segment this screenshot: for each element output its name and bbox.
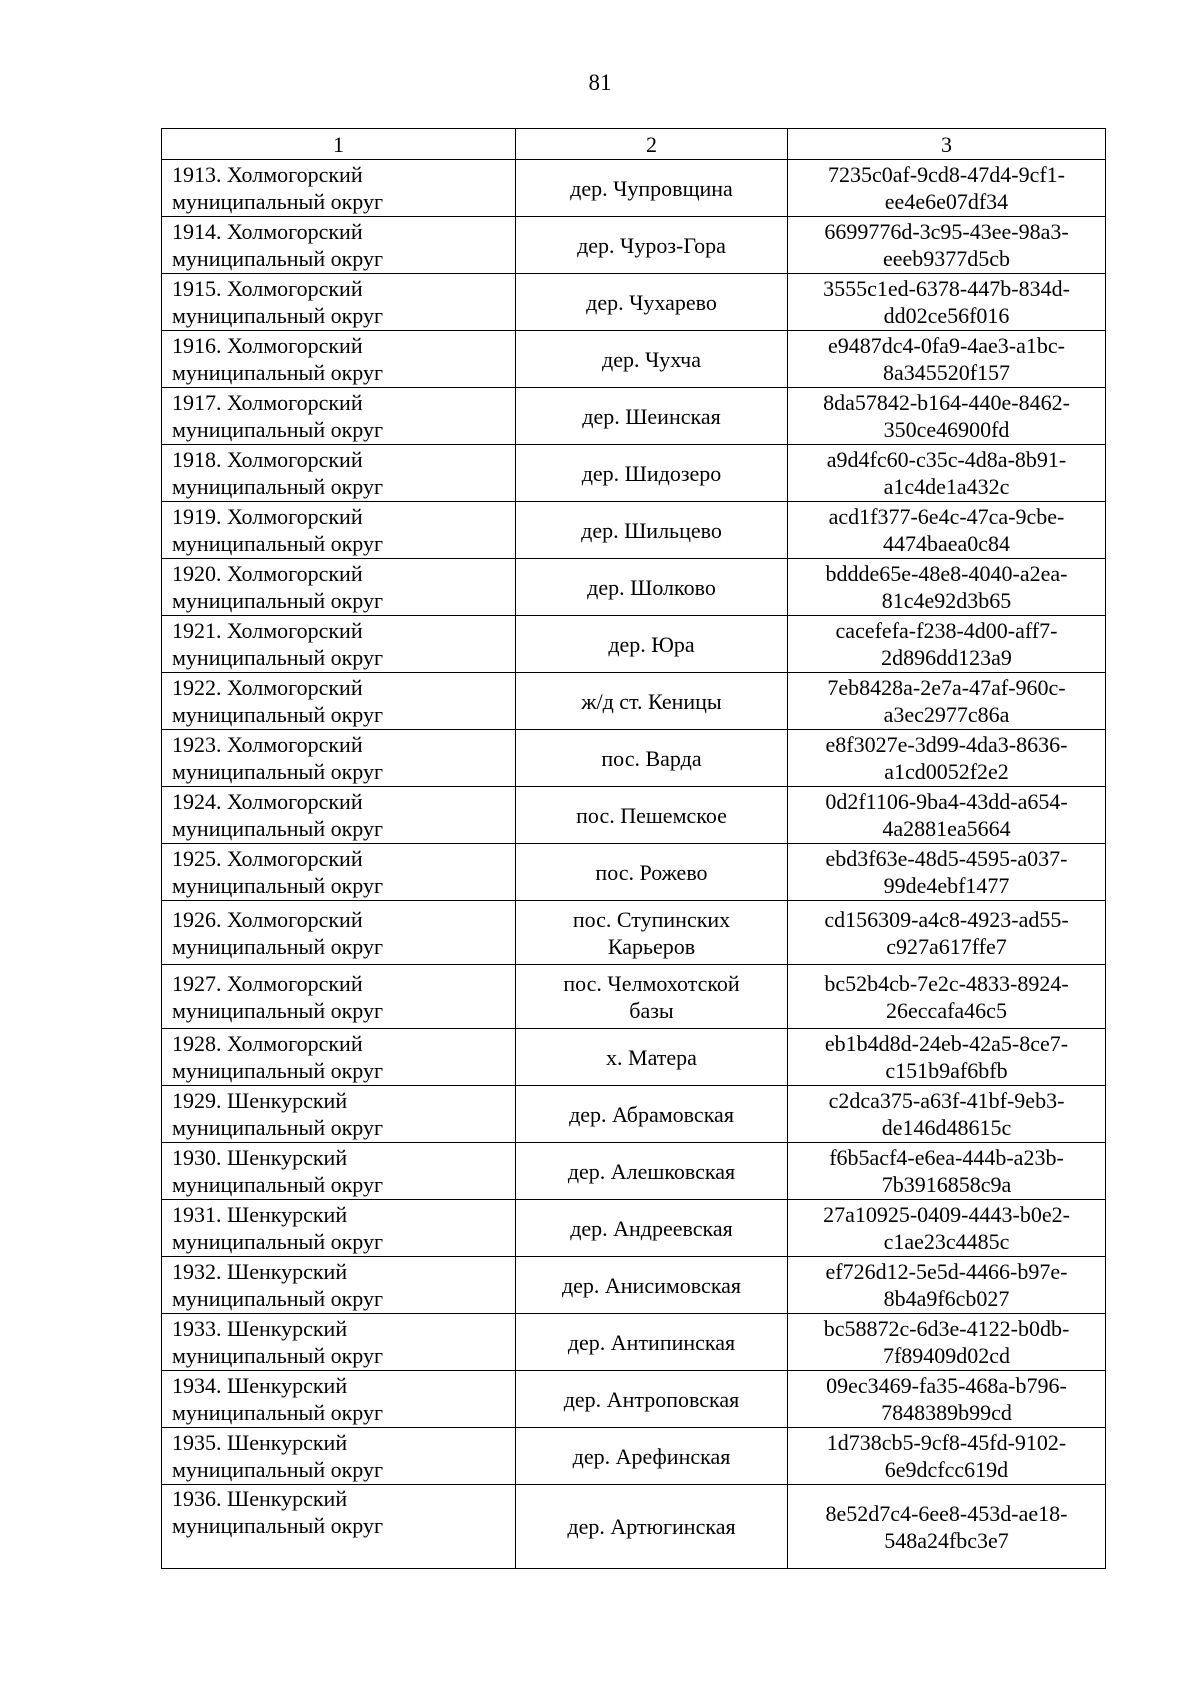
locality-guid-table: [161, 128, 1106, 1569]
locality-cell: [516, 1485, 788, 1569]
district-cell: [162, 730, 516, 787]
guid-line: 81c4e92d3b65: [881, 588, 1012, 613]
table-row: [162, 844, 1106, 901]
guid-cell: [788, 445, 1106, 502]
guid-line: 8a345520f157: [882, 360, 1011, 385]
locality-name-line: дер. Юра: [608, 631, 695, 657]
district-number-name: 1919. Холмогорский: [172, 504, 363, 529]
locality-name-line: дер. Чуроз-Гора: [577, 232, 726, 258]
locality-cell: [516, 559, 788, 616]
locality-cell: [516, 901, 788, 965]
guid-line: de146d48615c: [881, 1115, 1012, 1140]
locality-cell: [516, 673, 788, 730]
guid-cell: [788, 388, 1106, 445]
guid-line: 99de4ebf1477: [883, 873, 1010, 898]
table-row: [162, 965, 1106, 1029]
district-cell: [162, 1257, 516, 1314]
guid-line: ebd3f63e-48d5-4595-a037-: [825, 846, 1068, 871]
guid-line: ef726d12-5e5d-4466-b97e-: [825, 1259, 1068, 1284]
guid-line: 27a10925-0409-4443-b0e2-: [823, 1202, 1070, 1227]
locality-cell: [516, 1200, 788, 1257]
district-cell: [162, 965, 516, 1029]
guid-line: 26eccafa46c5: [886, 997, 1007, 1023]
guid-line: bc52b4cb-7e2c-4833-8924-: [824, 970, 1069, 996]
locality-name-line: х. Матера: [606, 1044, 697, 1070]
district-number-name: 1921. Холмогорский: [172, 618, 363, 643]
table-row: [162, 445, 1106, 502]
locality-name-line: дер. Арефинская: [572, 1443, 731, 1469]
guid-line: 4474baea0c84: [882, 531, 1011, 556]
locality-cell: [516, 331, 788, 388]
table-row: [162, 502, 1106, 559]
guid-line: 7848389b99cd: [881, 1400, 1012, 1425]
district-number-name: 1922. Холмогорский: [172, 675, 363, 700]
district-number-name: 1924. Холмогорский: [172, 789, 363, 814]
district-number-name: 1930. Шенкурский: [172, 1145, 348, 1170]
district-type: муниципальный округ: [172, 1286, 384, 1311]
district-cell: [162, 217, 516, 274]
guid-line: 7b3916858c9a: [881, 1172, 1012, 1197]
district-cell: [162, 1314, 516, 1371]
district-type: муниципальный округ: [172, 1115, 384, 1140]
guid-line: e8f3027e-3d99-4da3-8636-: [825, 732, 1068, 757]
district-cell: [162, 1371, 516, 1428]
district-cell: [162, 1143, 516, 1200]
district-type: муниципальный округ: [172, 933, 384, 959]
table-row: [162, 673, 1106, 730]
table-row: [162, 217, 1106, 274]
locality-name-line: дер. Андреевская: [570, 1215, 733, 1241]
district-number-name: 1936. Шенкурский: [172, 1486, 348, 1511]
locality-name-line: дер. Антипинская: [567, 1329, 736, 1355]
page-number: 81: [588, 70, 612, 95]
guid-cell: [788, 217, 1106, 274]
table-row: [162, 1485, 1106, 1569]
district-number-name: 1933. Шенкурский: [172, 1316, 348, 1341]
guid-cell: [788, 1257, 1106, 1314]
locality-cell: [516, 1086, 788, 1143]
district-type: муниципальный округ: [172, 759, 384, 784]
locality-cell: [516, 1371, 788, 1428]
table-row: [162, 730, 1106, 787]
guid-cell: [788, 502, 1106, 559]
guid-line: 548a24fbc3e7: [884, 1527, 1009, 1553]
guid-line: eb1b4d8d-24eb-42a5-8ce7-: [824, 1031, 1069, 1056]
district-number-name: 1914. Холмогорский: [172, 219, 363, 244]
locality-name-line: дер. Шильцево: [581, 517, 722, 543]
guid-cell: [788, 1485, 1106, 1569]
district-number-name: 1915. Холмогорский: [172, 276, 363, 301]
district-cell: [162, 673, 516, 730]
district-number-name: 1917. Холмогорский: [172, 390, 363, 415]
district-cell: [162, 1428, 516, 1485]
district-type: муниципальный округ: [172, 360, 384, 385]
guid-line: c151b9af6bfb: [885, 1058, 1008, 1083]
table-row: [162, 274, 1106, 331]
locality-cell: [516, 445, 788, 502]
district-type: муниципальный округ: [172, 588, 384, 613]
locality-name-line: пос. Варда: [601, 745, 702, 771]
district-type: муниципальный округ: [172, 1343, 384, 1368]
guid-line: 6e9dcfcc619d: [884, 1457, 1009, 1482]
guid-cell: [788, 787, 1106, 844]
guid-line: c927a617ffe7: [886, 933, 1007, 959]
guid-line: f6b5acf4-e6ea-444b-a23b-: [829, 1145, 1064, 1170]
district-type: муниципальный округ: [172, 1513, 384, 1538]
guid-line: cd156309-a4c8-4923-ad55-: [824, 906, 1069, 932]
district-cell: [162, 445, 516, 502]
table-row: [162, 1257, 1106, 1314]
district-cell: [162, 787, 516, 844]
district-cell: [162, 616, 516, 673]
guid-cell: [788, 160, 1106, 217]
table-row: [162, 160, 1106, 217]
district-number-name: 1918. Холмогорский: [172, 447, 363, 472]
district-type: муниципальный округ: [172, 474, 384, 499]
table-row: [162, 1428, 1106, 1485]
guid-line: 3555c1ed-6378-447b-834d-: [823, 276, 1070, 301]
locality-name-line: дер. Артюгинская: [567, 1514, 736, 1539]
district-number-name: 1928. Холмогорский: [172, 1031, 363, 1056]
district-cell: [162, 388, 516, 445]
district-cell: [162, 160, 516, 217]
guid-line: e9487dc4-0fa9-4ae3-a1bc-: [828, 333, 1065, 358]
guid-cell: [788, 730, 1106, 787]
table-row: [162, 1314, 1106, 1371]
table-body: [162, 160, 1106, 1569]
locality-cell: [516, 1428, 788, 1485]
district-type: муниципальный округ: [172, 531, 384, 556]
district-cell: [162, 1485, 516, 1569]
guid-line: c1ae23c4485c: [883, 1229, 1010, 1254]
district-type: муниципальный округ: [172, 1058, 384, 1083]
district-number-name: 1929. Шенкурский: [172, 1088, 348, 1113]
locality-cell: [516, 388, 788, 445]
guid-cell: [788, 616, 1106, 673]
guid-line: a9d4fc60-c35c-4d8a-8b91-: [826, 447, 1067, 472]
district-type: муниципальный округ: [172, 702, 384, 727]
table-row: [162, 1029, 1106, 1086]
district-type: муниципальный округ: [172, 303, 384, 328]
guid-line: c2dca375-a63f-41bf-9eb3-: [828, 1088, 1065, 1113]
district-type: муниципальный округ: [172, 816, 384, 841]
guid-line: 350ce46900fd: [883, 417, 1010, 442]
guid-line: a1cd0052f2e2: [884, 759, 1009, 784]
table-row: [162, 616, 1106, 673]
locality-name-line: дер. Шидозеро: [581, 460, 722, 486]
locality-name-line: пос. Рожево: [595, 859, 708, 885]
district-cell: [162, 844, 516, 901]
locality-name-line: дер. Шеинская: [582, 403, 721, 429]
guid-cell: [788, 1086, 1106, 1143]
locality-name-line: дер. Антроповская: [563, 1386, 740, 1412]
district-number-name: 1926. Холмогорский: [172, 906, 363, 932]
table-row: [162, 1086, 1106, 1143]
guid-cell: [788, 1143, 1106, 1200]
locality-name-line: базы: [629, 997, 674, 1023]
district-number-name: 1931. Шенкурский: [172, 1202, 348, 1227]
guid-cell: [788, 274, 1106, 331]
locality-name-line: дер. Чухарево: [586, 289, 717, 315]
guid-line: 4a2881ea5664: [882, 816, 1011, 841]
guid-cell: [788, 673, 1106, 730]
locality-name-line: дер. Шолково: [587, 574, 716, 600]
guid-cell: [788, 1314, 1106, 1371]
district-type: муниципальный округ: [172, 417, 384, 442]
locality-cell: [516, 787, 788, 844]
guid-line: a3ec2977c86a: [883, 702, 1010, 727]
guid-cell: [788, 1029, 1106, 1086]
locality-cell: [516, 1257, 788, 1314]
locality-cell: [516, 502, 788, 559]
district-cell: [162, 901, 516, 965]
column-header-1: 1: [162, 129, 516, 160]
district-cell: [162, 1200, 516, 1257]
district-type: муниципальный округ: [172, 873, 384, 898]
district-number-name: 1925. Холмогорский: [172, 846, 363, 871]
guid-cell: [788, 1428, 1106, 1485]
table-row: [162, 787, 1106, 844]
locality-cell: [516, 160, 788, 217]
district-cell: [162, 274, 516, 331]
table-row: [162, 1371, 1106, 1428]
locality-cell: [516, 616, 788, 673]
district-number-name: 1927. Холмогорский: [172, 970, 363, 996]
table-header-row: [162, 129, 1106, 160]
district-type: муниципальный округ: [172, 645, 384, 670]
guid-line: a1c4de1a432c: [883, 474, 1010, 499]
guid-line: 7f89409d02cd: [882, 1343, 1011, 1368]
table-row: [162, 331, 1106, 388]
guid-cell: [788, 559, 1106, 616]
guid-line: bddde65e-48e8-4040-a2ea-: [825, 561, 1068, 586]
locality-name-line: дер. Чухча: [602, 346, 701, 372]
guid-line: 1d738cb5-9cf8-45fd-9102-: [826, 1430, 1067, 1455]
table-row: [162, 1143, 1106, 1200]
guid-cell: [788, 844, 1106, 901]
locality-name-line: дер. Алешковская: [567, 1158, 736, 1184]
guid-cell: [788, 901, 1106, 965]
district-number-name: 1913. Холмогорский: [172, 162, 363, 187]
guid-cell: [788, 1200, 1106, 1257]
guid-line: 7235c0af-9cd8-47d4-9cf1-: [827, 162, 1065, 187]
table-row: [162, 559, 1106, 616]
district-number-name: 1923. Холмогорский: [172, 732, 363, 757]
district-type: муниципальный округ: [172, 1229, 384, 1254]
locality-cell: [516, 1143, 788, 1200]
locality-cell: [516, 274, 788, 331]
district-number-name: 1934. Шенкурский: [172, 1373, 348, 1398]
guid-line: 09ec3469-fa35-468a-b796-: [826, 1373, 1067, 1398]
district-cell: [162, 502, 516, 559]
district-number-name: 1935. Шенкурский: [172, 1430, 348, 1455]
locality-cell: [516, 1314, 788, 1371]
guid-line: 0d2f1106-9ba4-43dd-a654-: [825, 789, 1068, 814]
district-type: муниципальный округ: [172, 246, 384, 271]
guid-line: 6699776d-3c95-43ee-98a3-: [824, 219, 1069, 244]
column-header-3: 3: [788, 129, 1106, 160]
locality-name-line: пос. Челмохотской: [563, 970, 740, 996]
locality-name-line: Карьеров: [607, 933, 696, 959]
district-cell: [162, 1086, 516, 1143]
guid-line: eeeb9377d5cb: [882, 246, 1011, 271]
district-type: муниципальный округ: [172, 189, 384, 214]
locality-name-line: пос. Пешемское: [576, 802, 727, 828]
locality-cell: [516, 730, 788, 787]
district-type: муниципальный округ: [172, 997, 384, 1023]
district-type: муниципальный округ: [172, 1457, 384, 1482]
guid-line: 2d896dd123a9: [881, 645, 1012, 670]
guid-line: 8b4a9f6cb027: [883, 1286, 1010, 1311]
guid-cell: [788, 1371, 1106, 1428]
district-type: муниципальный округ: [172, 1172, 384, 1197]
column-header-2: 2: [516, 129, 788, 160]
district-number-name: 1920. Холмогорский: [172, 561, 363, 586]
district-number-name: 1916. Холмогорский: [172, 333, 363, 358]
locality-name-line: пос. Ступинских: [572, 906, 731, 932]
district-cell: [162, 331, 516, 388]
guid-line: bc58872c-6d3e-4122-b0db-: [823, 1316, 1070, 1341]
locality-cell: [516, 844, 788, 901]
locality-cell: [516, 1029, 788, 1086]
guid-line: 8da57842-b164-440e-8462-: [823, 390, 1070, 415]
table-row: [162, 1200, 1106, 1257]
locality-cell: [516, 965, 788, 1029]
guid-line: acd1f377-6e4c-47ca-9cbe-: [828, 504, 1065, 529]
guid-line: 7eb8428a-2e7a-47af-960c-: [827, 675, 1066, 700]
district-number-name: 1932. Шенкурский: [172, 1259, 348, 1284]
locality-name-line: дер. Анисимовская: [561, 1272, 742, 1298]
guid-line: cacefefa-f238-4d00-aff7-: [835, 618, 1058, 643]
locality-name-line: ж/д ст. Кеницы: [581, 688, 722, 714]
guid-line: 8e52d7c4-6ee8-453d-ae18-: [825, 1500, 1068, 1526]
district-cell: [162, 1029, 516, 1086]
locality-name-line: дер. Абрамовская: [569, 1101, 734, 1127]
district-cell: [162, 559, 516, 616]
table-row: [162, 388, 1106, 445]
table-row: [162, 901, 1106, 965]
guid-line: dd02ce56f016: [883, 303, 1010, 328]
district-type: муниципальный округ: [172, 1400, 384, 1425]
guid-cell: [788, 331, 1106, 388]
guid-line: ee4e6e07df34: [884, 189, 1009, 214]
locality-cell: [516, 217, 788, 274]
locality-name-line: дер. Чупровщина: [570, 175, 733, 201]
guid-cell: [788, 965, 1106, 1029]
